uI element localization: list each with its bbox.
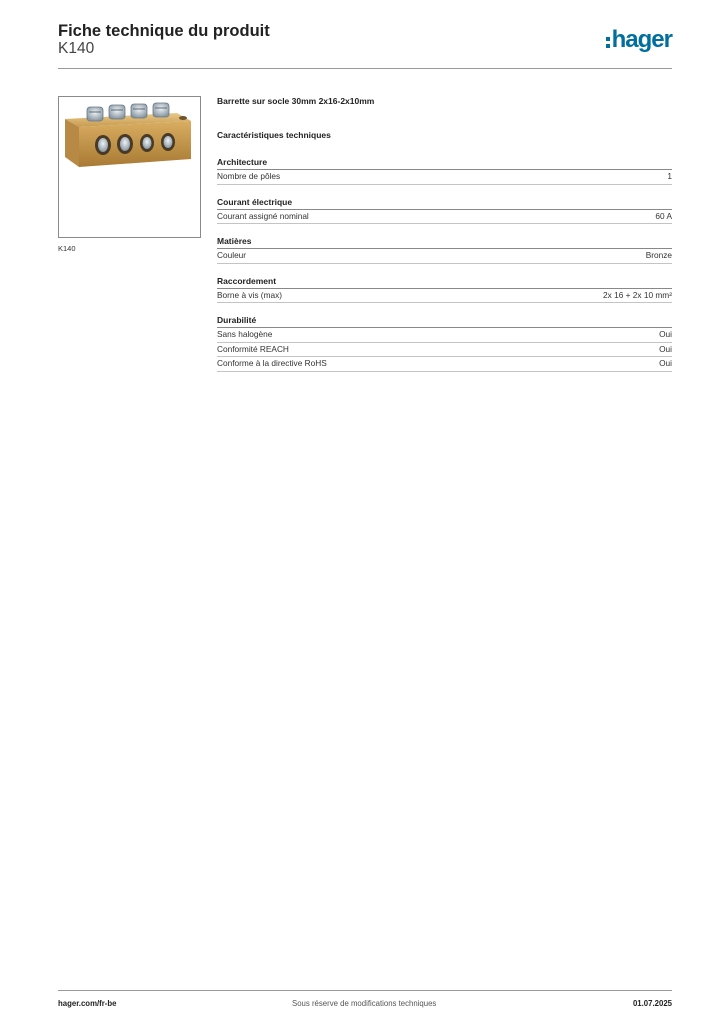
spec-group-title: Matières [217, 236, 672, 249]
spec-group-title: Durabilité [217, 315, 672, 328]
header-divider [58, 68, 672, 69]
spec-group-title: Raccordement [217, 276, 672, 289]
spec-row [217, 357, 672, 372]
spec-label: Conformité REACH [217, 343, 289, 354]
image-caption: K140 [58, 244, 76, 253]
spec-value: 60 A [655, 210, 672, 221]
spec-group-architecture [217, 157, 672, 185]
spec-value: Oui [659, 343, 672, 354]
product-reference: K140 [58, 40, 95, 57]
spec-group-durabilite [217, 315, 672, 372]
footer-website: hager.com/fr-be [58, 999, 117, 1008]
spec-group-matieres [217, 236, 672, 264]
spec-label: Sans halogène [217, 329, 273, 339]
spec-group-raccordement [217, 276, 672, 304]
spec-row [217, 289, 672, 304]
specs-heading: Caractéristiques techniques [217, 130, 331, 140]
logo-dots-icon [606, 37, 610, 48]
spec-row [217, 328, 672, 343]
spec-label: Borne à vis (max) [217, 289, 283, 300]
spec-value: Bronze [645, 250, 672, 260]
spec-row [217, 343, 672, 358]
page-title: Fiche technique du produit [58, 22, 270, 40]
spec-content [217, 96, 672, 384]
spec-row [217, 170, 672, 185]
logo-text: hager [611, 26, 672, 53]
spec-label: Couleur [217, 250, 247, 260]
hager-logo [606, 28, 672, 52]
spec-group-courant [217, 197, 672, 225]
product-name: Barrette sur socle 30mm 2x16-2x10mm [217, 96, 375, 106]
product-image [58, 96, 201, 238]
spec-value: 1 [667, 171, 672, 181]
spec-row [217, 210, 672, 225]
terminal-block-illustration [59, 97, 200, 237]
spec-group-title: Architecture [217, 157, 672, 170]
spec-value: Oui [659, 329, 672, 339]
spec-value: Oui [659, 358, 672, 368]
spec-group-title: Courant électrique [217, 197, 672, 210]
spec-label: Nombre de pôles [217, 171, 281, 181]
footer-divider [58, 990, 672, 991]
spec-label: Conforme à la directive RoHS [217, 358, 327, 368]
spec-label: Courant assigné nominal [217, 210, 309, 221]
spec-value: 2x 16 + 2x 10 mm² [603, 289, 672, 300]
footer-date: 01.07.2025 [632, 999, 672, 1008]
footer-note: Sous réserve de modifications techniques [292, 999, 437, 1008]
spec-row [217, 249, 672, 264]
